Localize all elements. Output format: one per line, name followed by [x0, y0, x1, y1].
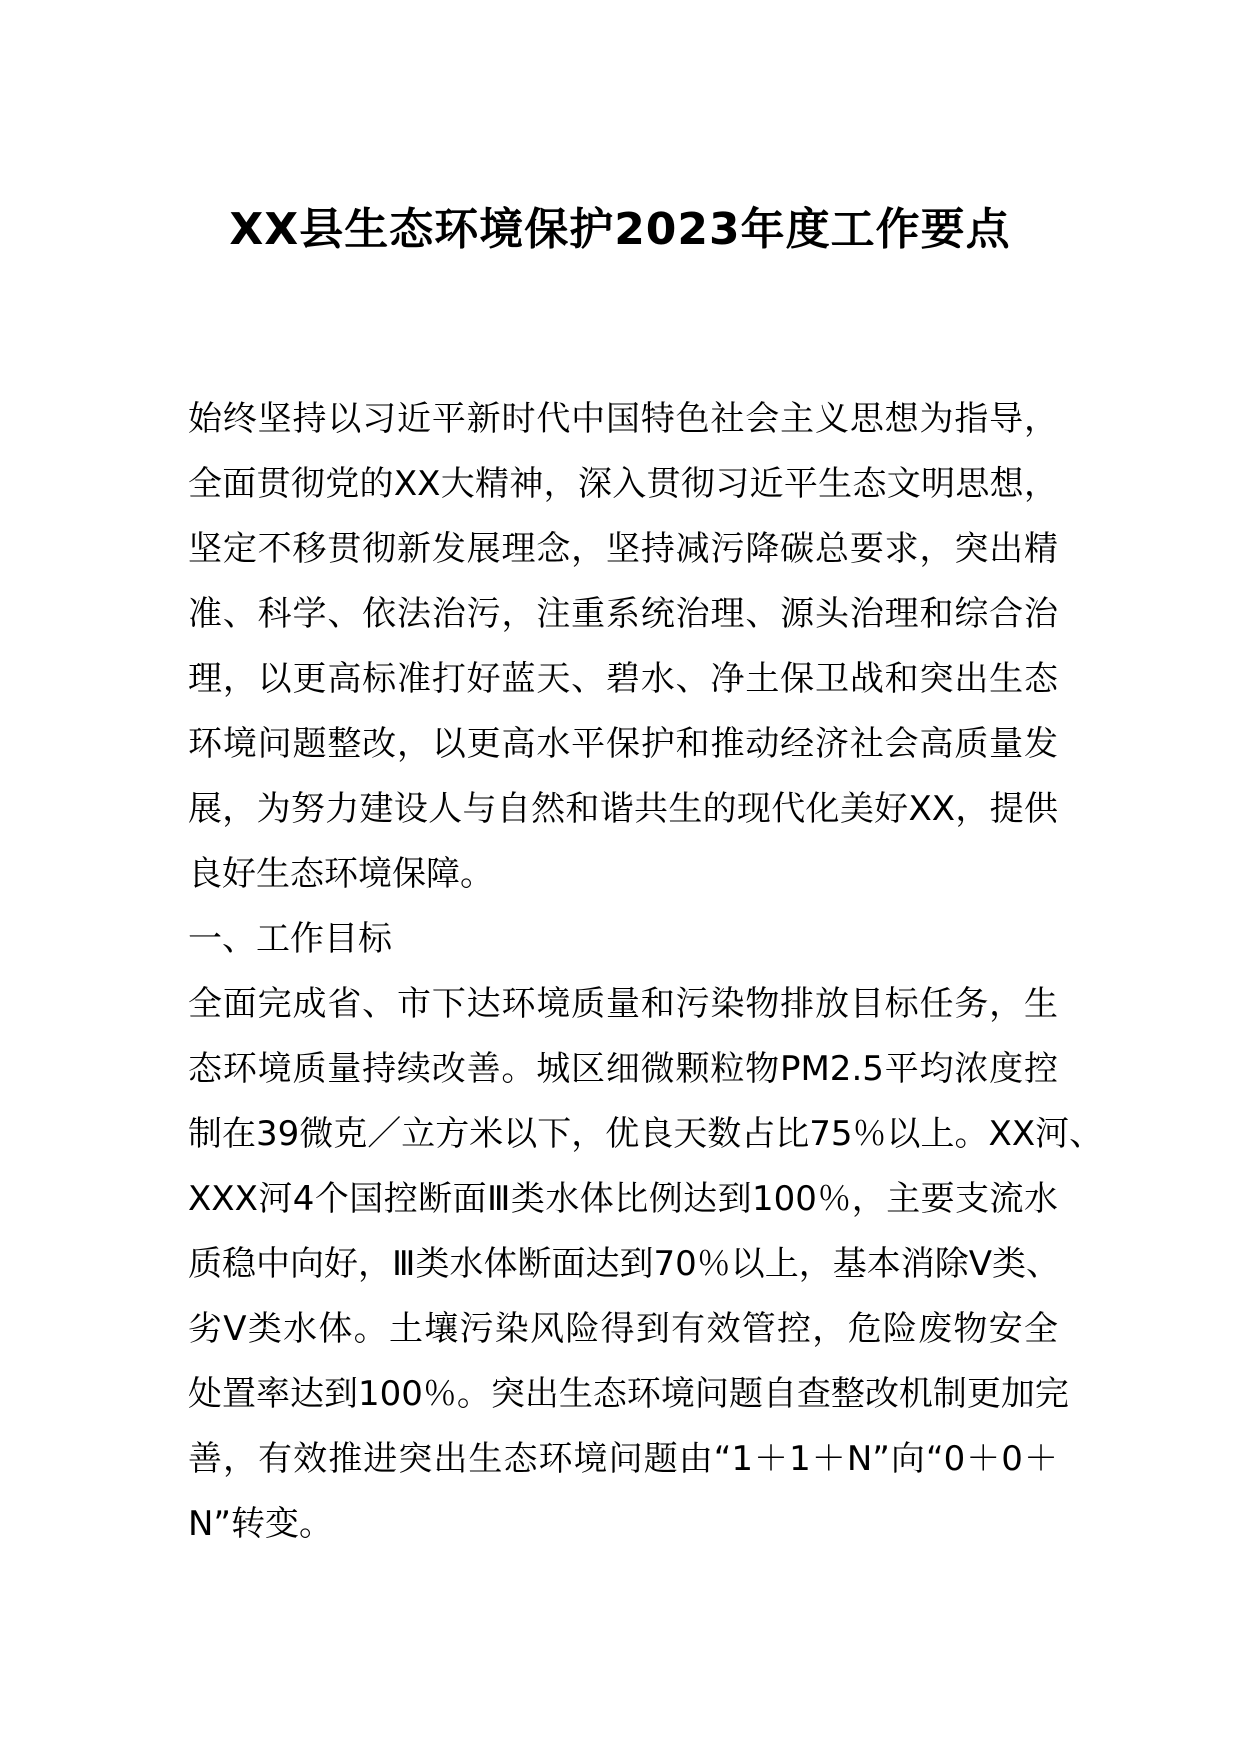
- paragraph-line: N”转变。: [188, 1504, 334, 1544]
- paragraph-line: 全面贯彻党的XX大精神，深入贯彻习近平生态文明思想，: [188, 464, 1058, 504]
- paragraph-line: 态环境质量持续改善。城区细微颗粒物PM2.5平均浓度控: [188, 1049, 1058, 1089]
- paragraph-line: 环境问题整改，以更高水平保护和推动经济社会高质量发: [188, 724, 1058, 764]
- paragraph-line: 准、科学、依法治污，注重系统治理、源头治理和综合治: [188, 594, 1058, 634]
- paragraph-line: 良好生态环境保障。: [188, 854, 494, 894]
- paragraph-line: 善，有效推进突出生态环境问题由“1＋1＋N”向“0＋0＋: [188, 1439, 1058, 1479]
- paragraph-line: 处置率达到100％。突出生态环境问题自查整改机制更加完: [188, 1374, 1069, 1414]
- paragraph-line: 展，为努力建设人与自然和谐共生的现代化美好XX，提供: [188, 789, 1058, 829]
- section-heading: 一、工作目标: [188, 919, 392, 959]
- paragraph-line: 质稳中向好，Ⅲ类水体断面达到70％以上，基本消除Ⅴ类、: [188, 1244, 1060, 1284]
- document-body: [188, 387, 1104, 1557]
- document-title: XX县生态环境保护2023年度工作要点: [229, 204, 1011, 255]
- paragraph-line: 坚定不移贯彻新发展理念，坚持减污降碳总要求，突出精: [188, 529, 1058, 569]
- paragraph-line: 理，以更高标准打好蓝天、碧水、净土保卫战和突出生态: [188, 659, 1058, 699]
- paragraph-line: 制在39微克／立方米以下，优良天数占比75％以上。XX河、: [188, 1114, 1104, 1154]
- paragraph-line: 全面完成省、市下达环境质量和污染物排放目标任务，生: [188, 984, 1058, 1024]
- paragraph-line: 劣Ⅴ类水体。土壤污染风险得到有效管控，危险废物安全: [188, 1309, 1058, 1349]
- paragraph-line: 始终坚持以习近平新时代中国特色社会主义思想为指导，: [188, 399, 1058, 439]
- paragraph-line: XXX河4个国控断面Ⅲ类水体比例达到100％，主要支流水: [188, 1179, 1058, 1219]
